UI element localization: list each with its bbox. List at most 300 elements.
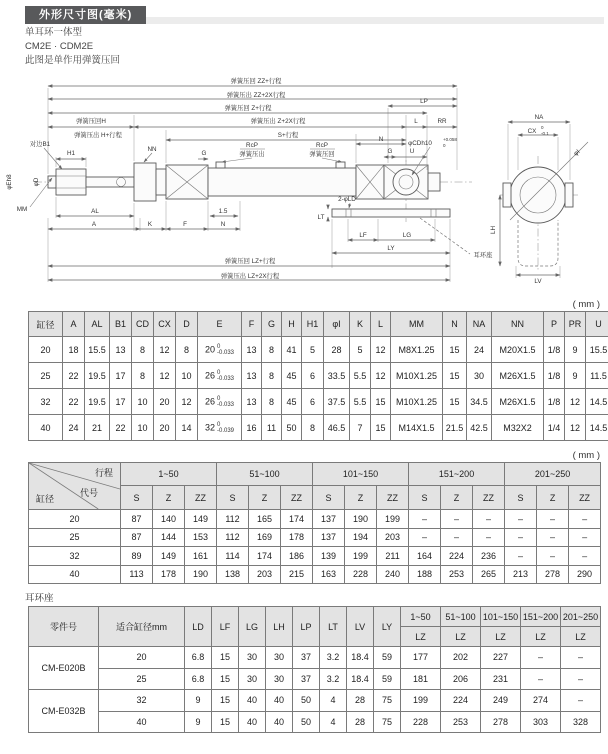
dimension-cell: 112 [217, 510, 249, 529]
diagram-label: LG [403, 232, 412, 239]
diagram-label: 耳环座 [474, 250, 494, 259]
dimension-cell: 37.5 [324, 389, 350, 415]
lz-header: LZ [521, 627, 561, 647]
dimension-cell: 75 [374, 711, 401, 733]
ear-bracket-table [28, 606, 601, 733]
bore-cell: 40 [29, 565, 121, 584]
dimension-cell: 6.8 [185, 647, 212, 669]
dimension-cell: 46.5 [324, 415, 350, 441]
lz-cell: 228 [401, 711, 441, 733]
diagram-label: 弹簧压回 LZ+行程 [225, 256, 276, 265]
dimension-cell: 12 [565, 389, 586, 415]
dimension-cell: 40 [266, 690, 293, 712]
bore-cell: 20 [29, 337, 63, 363]
code-header: ZZ [569, 486, 601, 510]
dimension-cell: 14.5 [586, 389, 608, 415]
dimension-cell: 19.5 [85, 389, 110, 415]
dimension-cell: 41 [282, 337, 302, 363]
dimension-cell: 16 [242, 415, 262, 441]
dimension-cell: – [569, 528, 601, 547]
table-row [29, 668, 601, 690]
lz-cell: 249 [481, 690, 521, 712]
stroke-range-header: 51~100 [217, 463, 313, 486]
dimension-cell: 42.5 [467, 415, 492, 441]
column-header: MM [391, 312, 443, 337]
lz-cell: 328 [561, 711, 601, 733]
lz-cell: – [561, 647, 601, 669]
table-row [29, 547, 601, 566]
dimension-cell: 169 [249, 528, 281, 547]
column-header: G [262, 312, 282, 337]
dimension-cell: 13 [242, 337, 262, 363]
dimension-cell: 87 [121, 510, 153, 529]
dimension-cell: 8 [302, 415, 324, 441]
stroke-range-header: 201~250 [561, 607, 601, 627]
dimension-cell: 89 [121, 547, 153, 566]
lz-cell: 253 [441, 711, 481, 733]
dimension-cell: M8X1.25 [391, 337, 443, 363]
tolerance-lower: -0.033 [217, 402, 234, 408]
dimension-cell: 50 [293, 690, 320, 712]
diagram-label: LP [420, 98, 428, 105]
tolerance-value: 20 [205, 344, 215, 354]
dimension-cell: 28 [347, 711, 374, 733]
dimension-cell: 1/8 [544, 389, 565, 415]
diagram-label: LF [359, 232, 367, 239]
bore-cell: 20 [99, 647, 185, 669]
diagram-label: 1.5 [219, 208, 228, 215]
dimension-header: LD [185, 607, 212, 647]
dimension-cell: 12 [565, 415, 586, 441]
diagram-label: φI [572, 148, 581, 157]
table-row [29, 389, 608, 415]
code-header: S [217, 486, 249, 510]
dimension-cell [198, 415, 242, 441]
dimension-cell: 75 [374, 690, 401, 712]
dimension-cell: 163 [313, 565, 345, 584]
dimension-cell: 6 [302, 389, 324, 415]
dimension-cell: 30 [266, 647, 293, 669]
table-row [29, 690, 601, 712]
part-number-header: 零件号 [29, 607, 99, 647]
tolerance-value: 26 [205, 396, 215, 406]
table-row [29, 565, 601, 584]
bore-cell: 32 [29, 547, 121, 566]
dimension-cell: 3.2 [320, 668, 347, 690]
dimension-cell: 8 [262, 337, 282, 363]
dimension-cell: 33.5 [324, 363, 350, 389]
dimension-cell: M10X1.25 [391, 363, 443, 389]
diagram-label: L [414, 118, 418, 125]
lz-cell: 274 [521, 690, 561, 712]
dimension-cell: 20 [154, 415, 176, 441]
lz-cell: 224 [441, 690, 481, 712]
dimension-cell: 40 [266, 711, 293, 733]
dimension-cell: 30 [467, 363, 492, 389]
dimension-cell: 13 [242, 389, 262, 415]
dimension-cell: 190 [185, 565, 217, 584]
diagram-label: 0 [541, 125, 544, 130]
dimension-cell: M26X1.5 [492, 389, 544, 415]
dimension-cell: 186 [281, 547, 313, 566]
diagram-label: AL [91, 208, 99, 215]
tolerance-stack [217, 344, 234, 356]
diagram-label: U [410, 148, 415, 155]
dimension-cell: 59 [374, 647, 401, 669]
dimension-cell: 15 [371, 389, 391, 415]
dimension-cell: 18.4 [347, 647, 374, 669]
dimension-cell: 21 [85, 415, 110, 441]
dimension-cell [198, 389, 242, 415]
diagram-label: φD [33, 177, 40, 186]
lz-cell: – [521, 647, 561, 669]
dimension-cell: 165 [249, 510, 281, 529]
diagram-label: G [202, 150, 207, 157]
diagram-label: CX [528, 128, 538, 135]
table-row [29, 647, 601, 669]
stroke-range-header: 101~150 [313, 463, 409, 486]
dimension-cell: 211 [377, 547, 409, 566]
tolerance-lower: -0.033 [217, 376, 234, 382]
dimension-drawing [0, 70, 608, 298]
dimension-cell: 199 [345, 547, 377, 566]
dimension-cell: 30 [239, 647, 266, 669]
lz-header: LZ [401, 627, 441, 647]
diagram-label: 弹簧压回 [309, 149, 334, 158]
dimension-cell: 236 [473, 547, 505, 566]
dimension-cell: 8 [176, 337, 198, 363]
column-header: P [544, 312, 565, 337]
bore-cell: 40 [99, 711, 185, 733]
diagram-label: RR [437, 118, 447, 125]
dimension-cell: 28 [347, 690, 374, 712]
dimension-cell: 178 [281, 528, 313, 547]
dimension-cell: 240 [377, 565, 409, 584]
dimension-cell: 6 [302, 363, 324, 389]
dimension-cell: 213 [505, 565, 537, 584]
tolerance-value: 26 [205, 370, 215, 380]
dimension-cell: 15.5 [586, 337, 608, 363]
tolerance-lower: -0.039 [217, 428, 234, 434]
diagram-label: φEh8 [6, 174, 13, 190]
lz-cell: 227 [481, 647, 521, 669]
dimension-cell: 45 [282, 363, 302, 389]
dimension-cell: 12 [154, 363, 176, 389]
dimension-cell: 15 [371, 415, 391, 441]
code-header: Z [153, 486, 185, 510]
diagram-label: 弹簧压回 Z+行程 [224, 103, 272, 112]
diagram-label: 弹簧压回 ZZ+行程 [231, 76, 283, 85]
lz-cell: 181 [401, 668, 441, 690]
diagram-label: RcP [246, 142, 258, 149]
tolerance-stack [217, 370, 234, 382]
lz-cell: 231 [481, 668, 521, 690]
dimension-cell: 253 [441, 565, 473, 584]
dimension-cell: 34.5 [467, 389, 492, 415]
dimension-cell: 13 [242, 363, 262, 389]
dimension-cell: 290 [569, 565, 601, 584]
lz-cell: 303 [521, 711, 561, 733]
dimension-cell: 24 [467, 337, 492, 363]
dimension-cell: M14X1.5 [391, 415, 443, 441]
code-header: S [505, 486, 537, 510]
code-header: ZZ [281, 486, 313, 510]
dimension-cell: 12 [154, 337, 176, 363]
dimension-header: LF [212, 607, 239, 647]
lz-cell: – [521, 668, 561, 690]
dimension-cell: 22 [63, 363, 85, 389]
column-header: D [176, 312, 198, 337]
dimension-cell: 17 [110, 389, 132, 415]
dimension-cell: 5.5 [350, 363, 371, 389]
dimension-header: LV [347, 607, 374, 647]
dimension-header: LG [239, 607, 266, 647]
bore-cell: 40 [29, 415, 63, 441]
subtitle-model: CM2E · CDM2E [25, 40, 608, 54]
dimension-cell: M32X2 [492, 415, 544, 441]
dimension-cell: 188 [409, 565, 441, 584]
tolerance-stack [217, 396, 234, 408]
dimension-cell: – [473, 528, 505, 547]
code-header: S [313, 486, 345, 510]
diagram-label: 对边B1 [30, 139, 51, 148]
bore-cell: 32 [99, 690, 185, 712]
column-header: CD [132, 312, 154, 337]
diagram-label: LH [490, 226, 497, 235]
column-header: N [443, 312, 467, 337]
dimension-header: LH [266, 607, 293, 647]
tolerance-upper: 0 [217, 422, 234, 428]
lz-header: LZ [561, 627, 601, 647]
dimension-cell: 50 [293, 711, 320, 733]
table-row [29, 510, 601, 529]
dimension-cell: 161 [185, 547, 217, 566]
corner-label-code: 代号 [80, 486, 98, 499]
tolerance-lower: -0.033 [217, 350, 234, 356]
diagram-label: G [388, 148, 393, 155]
dimension-cell: 10 [132, 415, 154, 441]
dimension-cell: – [441, 528, 473, 547]
lz-cell: 199 [401, 690, 441, 712]
dimension-cell: 13 [110, 337, 132, 363]
dimension-cell: 11.5 [586, 363, 608, 389]
dimension-header: LP [293, 607, 320, 647]
dimension-cell: 30 [266, 668, 293, 690]
diagram-label: 弹簧压出 H+行程 [74, 130, 122, 139]
dimension-cell: 6.8 [185, 668, 212, 690]
dimension-cell: 22 [110, 415, 132, 441]
dimension-cell: 8 [262, 363, 282, 389]
dimension-cell: 1/8 [544, 363, 565, 389]
dimension-cell: – [569, 510, 601, 529]
diagram-label: 0 [443, 143, 446, 148]
diagram-label: NN [147, 146, 157, 153]
dimension-cell: M20X1.5 [492, 337, 544, 363]
dimension-cell: 14 [176, 415, 198, 441]
dimension-cell: 112 [217, 528, 249, 547]
table-row [29, 363, 608, 389]
diagram-label: N [221, 221, 226, 228]
dimension-cell: 140 [153, 510, 185, 529]
dimension-cell: 8 [132, 337, 154, 363]
dimension-cell: 149 [185, 510, 217, 529]
dimension-cell: – [537, 528, 569, 547]
dimension-cell: – [409, 528, 441, 547]
column-header: F [242, 312, 262, 337]
lz-cell: – [561, 690, 601, 712]
dimension-cell: 30 [239, 668, 266, 690]
diagram-label: 弹簧压出 [239, 149, 264, 158]
dimension-header: LY [374, 607, 401, 647]
tolerance-stack [217, 422, 234, 434]
code-header: Z [537, 486, 569, 510]
dimension-cell: 9 [185, 690, 212, 712]
dimension-cell: 114 [217, 547, 249, 566]
main-dimensions-table [28, 311, 608, 441]
ear-bracket-side [332, 209, 450, 217]
dimension-cell: 4 [320, 690, 347, 712]
code-header: ZZ [473, 486, 505, 510]
diagram-label: 弹簧压出 Z+2X行程 [251, 116, 306, 125]
diagram-label: 弹簧压回H [76, 116, 106, 125]
tolerance-upper: 0 [217, 370, 234, 376]
dimension-cell: 9 [185, 711, 212, 733]
corner-label-bore: 缸径 [36, 492, 54, 505]
diagram-label: 2-φLD [338, 196, 356, 203]
dimension-cell: 15.5 [85, 337, 110, 363]
stroke-range-header: 151~200 [521, 607, 561, 627]
dimension-cell: 87 [121, 528, 153, 547]
dimension-cell: 8 [132, 363, 154, 389]
diagram-label: +0.058 [443, 137, 457, 142]
dimension-cell: 178 [153, 565, 185, 584]
dimension-cell: 278 [537, 565, 569, 584]
stroke-range-header: 1~50 [401, 607, 441, 627]
column-header: H1 [302, 312, 324, 337]
lz-header: LZ [481, 627, 521, 647]
dimension-cell: 28 [324, 337, 350, 363]
dimension-cell: 174 [281, 510, 313, 529]
dimension-cell: 149 [153, 547, 185, 566]
column-header: NN [492, 312, 544, 337]
dimension-cell: 215 [281, 565, 313, 584]
subtitle-type: 单耳环一体型 [25, 26, 608, 40]
page-title: 外形尺寸图(毫米) [25, 6, 146, 24]
dimension-cell: 164 [409, 547, 441, 566]
dimension-cell: 1/4 [544, 415, 565, 441]
dimension-cell: 17 [110, 363, 132, 389]
dimension-cell: 37 [293, 668, 320, 690]
corner-label-stroke: 行程 [95, 466, 113, 479]
dimension-cell: – [505, 510, 537, 529]
diagram-label: LT [318, 214, 325, 221]
page-header [0, 6, 608, 26]
stroke-range-header: 151~200 [409, 463, 505, 486]
dimension-cell: 18 [63, 337, 85, 363]
lz-header: LZ [441, 627, 481, 647]
dimension-cell: 5 [302, 337, 324, 363]
catalog-page [0, 6, 608, 754]
dimension-cell: 59 [374, 668, 401, 690]
dimension-cell: 3.2 [320, 647, 347, 669]
unit-label-2: ( mm ) [0, 450, 600, 461]
bore-cell: 25 [99, 668, 185, 690]
dimension-header: LT [320, 607, 347, 647]
dimension-cell: 174 [249, 547, 281, 566]
unit-label-1: ( mm ) [0, 299, 600, 310]
code-header: S [409, 486, 441, 510]
column-header: L [371, 312, 391, 337]
lz-cell: 177 [401, 647, 441, 669]
dimension-cell: – [569, 547, 601, 566]
bore-header: 适合缸径mm [99, 607, 185, 647]
dimension-cell: 199 [377, 510, 409, 529]
diagram-label: -0.1 [541, 131, 549, 136]
dimension-cell: 12 [371, 363, 391, 389]
tolerance-upper: 0 [217, 396, 234, 402]
table-row [29, 528, 601, 547]
ear-bracket-table-title: 耳环座 [25, 590, 608, 604]
cylinder-side-view [48, 162, 440, 201]
dimension-cell: – [505, 547, 537, 566]
column-header: 缸径 [29, 312, 63, 337]
column-header: K [350, 312, 371, 337]
dimension-cell: – [441, 510, 473, 529]
diagram-label: LY [387, 245, 395, 252]
dimension-cell: 21.5 [443, 415, 467, 441]
subtitle-note: 此图是单作用弹簧压回 [25, 54, 608, 68]
dimension-cell: 22 [63, 389, 85, 415]
table-row [29, 711, 601, 733]
bore-cell: 25 [29, 363, 63, 389]
dimension-cell: M10X1.25 [391, 389, 443, 415]
dimension-cell: 15 [443, 389, 467, 415]
diagram-label: N [379, 136, 384, 143]
dimension-cell: 15 [443, 337, 467, 363]
dimension-cell: 5.5 [350, 389, 371, 415]
bore-cell: 25 [29, 528, 121, 547]
tolerance-value: 32 [205, 422, 215, 432]
part-number-cell: CM-E020B [29, 647, 99, 690]
diagram-label: S+行程 [278, 130, 299, 139]
dimension-cell: 40 [239, 711, 266, 733]
dimension-cell: 194 [345, 528, 377, 547]
dimension-cell: 137 [313, 510, 345, 529]
column-header: AL [85, 312, 110, 337]
part-number-cell: CM-E032B [29, 690, 99, 733]
dimension-cell: 12 [176, 389, 198, 415]
dimension-cell: 144 [153, 528, 185, 547]
clevis-end-view [503, 142, 588, 266]
dimension-cell: 37 [293, 647, 320, 669]
stroke-range-header: 1~50 [121, 463, 217, 486]
column-header: U [586, 312, 608, 337]
dimension-cell: 228 [345, 565, 377, 584]
dimension-cell: 15 [212, 668, 239, 690]
dimension-cell: 138 [217, 565, 249, 584]
stroke-range-header: 101~150 [481, 607, 521, 627]
bore-cell: 32 [29, 389, 63, 415]
column-header: PR [565, 312, 586, 337]
code-header: Z [249, 486, 281, 510]
code-header: S [121, 486, 153, 510]
dimension-cell: 153 [185, 528, 217, 547]
column-header: φI [324, 312, 350, 337]
dimension-cell: – [537, 547, 569, 566]
code-header: Z [441, 486, 473, 510]
stroke-range-header: 51~100 [441, 607, 481, 627]
diagram-label: φCDh10 [408, 140, 432, 147]
